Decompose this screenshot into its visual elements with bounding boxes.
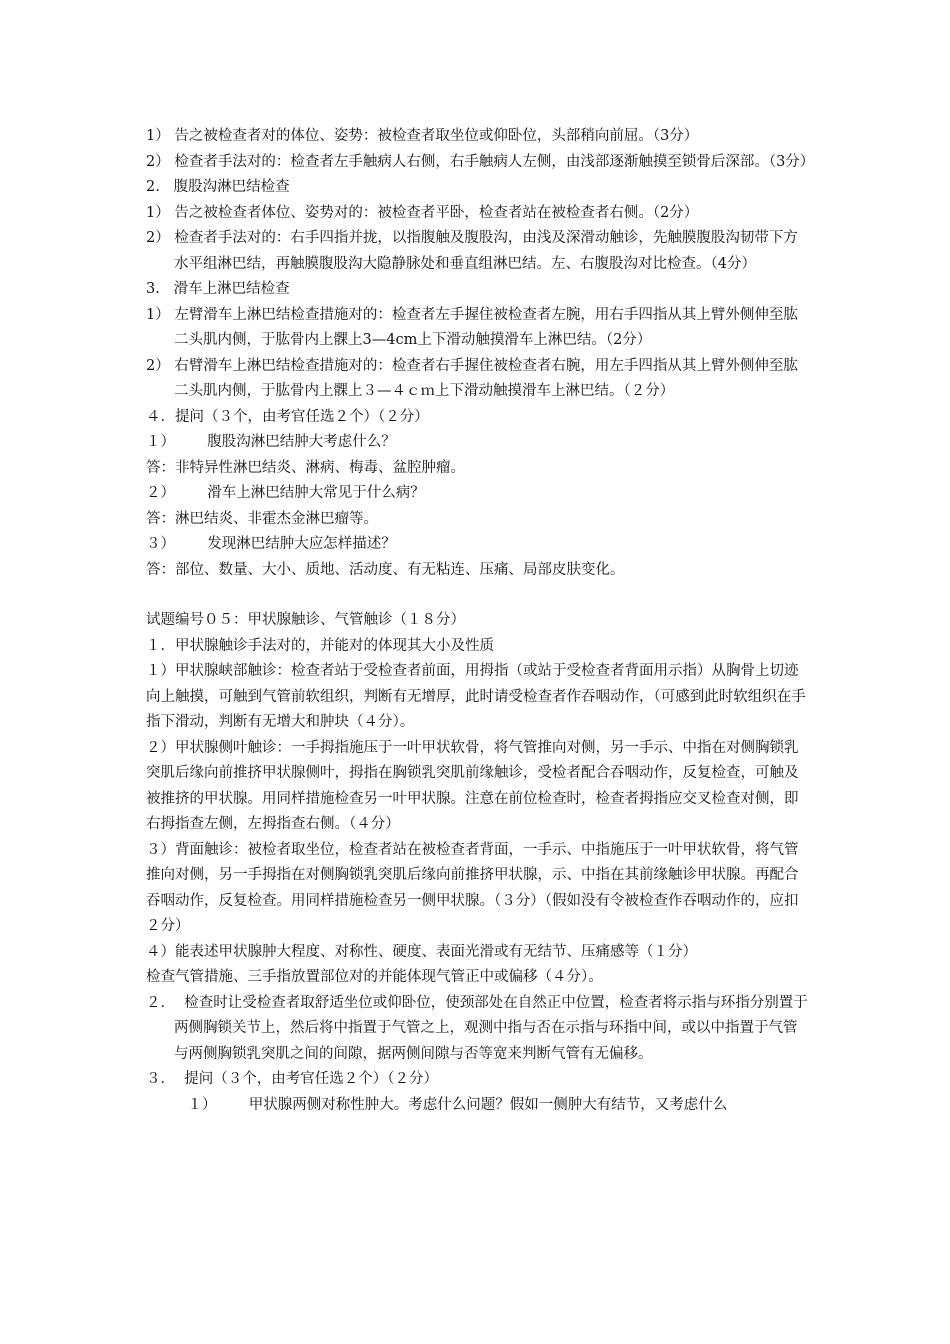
text-line: ４．提问（３个，由考官任选２个）（２分） — [146, 408, 429, 425]
text-line: １） 腹股沟淋巴结肿大考虑什么？ — [146, 434, 396, 450]
text-line: 1） 告之被检查者对的体位、姿势：被检查者取坐位或仰卧位，头部稍向前屈。（3分） — [146, 128, 699, 144]
text-line: 检查气管措施、三手指放置部位对的并能体现气管正中或偏移（４分）。 — [146, 969, 603, 985]
text-line: 3. 滑车上淋巴结检查 — [146, 281, 290, 297]
text-line: 试题编号０５：甲状腺触诊、气管触诊（１８分） — [146, 612, 465, 628]
text-line: １．甲状腺触诊手法对的，并能对的体现其大小及性质 — [146, 637, 494, 654]
blank-line — [146, 583, 810, 608]
text-line: １）甲状腺峡部触诊：检查者站于受检查者前面，用拇指（或站于受检查者背面用示指）从胸骨上切迹向上触摸，可触到气管前软组织，判断有无增厚，此时请受检查者作吞咽动作，（可感到此时软组织在手指下滑动，判断有无增大和肿块（４分）。 — [146, 663, 806, 730]
text-line: ３） 发现淋巴结肿大应怎样描述？ — [146, 536, 396, 552]
text-line: 1） 左臂滑车上淋巴结检查措施对的：检查者左手握住被检查者左腕，用右手四指从其上臂外侧伸至肱二头肌内侧，于肱骨内上髁上3—4cm上下滑动触摸滑车上淋巴结。（2分） — [146, 306, 798, 348]
text-line: ２． 检查时让受检查者取舒适坐位或仰卧位，使颈部处在自然正中位置，检查者将示指与环指分别置于两侧胸锁关节上，然后将中指置于气管之上，观测中指与否在示指与环指中间，或以中指置于气管与两侧胸锁乳突肌之间的间隙，据两侧间隙与否等宽来判断气管有无偏移。 — [146, 994, 808, 1062]
text-line: 2. 腹股沟淋巴结检查 — [146, 179, 290, 195]
text-line: 答：部位、数量、大小、质地、活动度、有无粘连、压痛、局部皮肤变化。 — [146, 561, 625, 578]
text-line: ３． 提问（３个，由考官任选２个）（２分） — [146, 1071, 438, 1087]
text-line: 答：淋巴结炎、非霍杰金淋巴瘤等。 — [146, 510, 378, 527]
document-page — [146, 124, 815, 1118]
text-line: ２）甲状腺侧叶触诊：一手拇指施压于一叶甲状软骨，将气管推向对侧，另一手示、中指在对侧胸锁乳突肌后缘向前推挤甲状腺侧叶，拇指在胸锁乳突肌前缘触诊，受检者配合吞咽动作，反复检查，可触及被推挤的甲状腺。用同样措施检查另一叶甲状腺。注意在前位检查时，检查者拇指应交叉检查对侧，即右拇指查左侧，左拇指查右侧。（４分） — [146, 739, 799, 832]
text-line: 2） 右臂滑车上淋巴结检查措施对的：检查者右手握住被检查者右腕，用左手四指从其上臂外侧伸至肱二头肌内侧，于肱骨内上髁上３—４ｃｍ上下滑动触摸滑车上淋巴结。（２分） — [146, 357, 798, 399]
text-line: １） 甲状腺两侧对称性肿大。考虑什么问题？假如一侧肿大有结节，又考虑什么 — [146, 1096, 728, 1113]
text-line: 1） 告之被检查者体位、姿势对的：被检查者平卧，检查者站在被检查者右侧。（2分） — [146, 204, 699, 221]
text-line: ４）能表述甲状腺肿大程度、对称性、硬度、表面光滑或有无结节、压痛感等（１分） — [146, 943, 697, 960]
text-line: ３）背面触诊：被检者取坐位，检查者站在被检查者背面，一手示、中指施压于一叶甲状软骨，将气管推向对侧，另一手拇指在对侧胸锁乳突肌后缘向前推挤甲状腺，示、中指在其前缘触诊甲状腺。再配合吞咽动作，反复检查。用同样措施检查另一侧甲状腺。（３分）（假如没有令被检查作吞咽动作的，应扣２分） — [146, 841, 799, 934]
text-line: ２） 滑车上淋巴结肿大常见于什么病？ — [146, 485, 425, 501]
text-line: 答：非特异性淋巴结炎、淋病、梅毒、盆腔肿瘤。 — [146, 459, 465, 476]
text-line: 2） 检查者手法对的：右手四指并拢，以指腹触及腹股沟，由浅及深滑动触诊，先触膜腹股沟韧带下方水平组淋巴结，再触膜腹股沟大隐静脉处和垂直组淋巴结。左、右腹股沟对比检查。（4分） — [146, 230, 798, 272]
text-line: 2） 检查者手法对的：检查者左手触病人右侧，右手触病人左侧，由浅部逐渐触摸至锁骨后深部。（3分） — [146, 153, 815, 170]
